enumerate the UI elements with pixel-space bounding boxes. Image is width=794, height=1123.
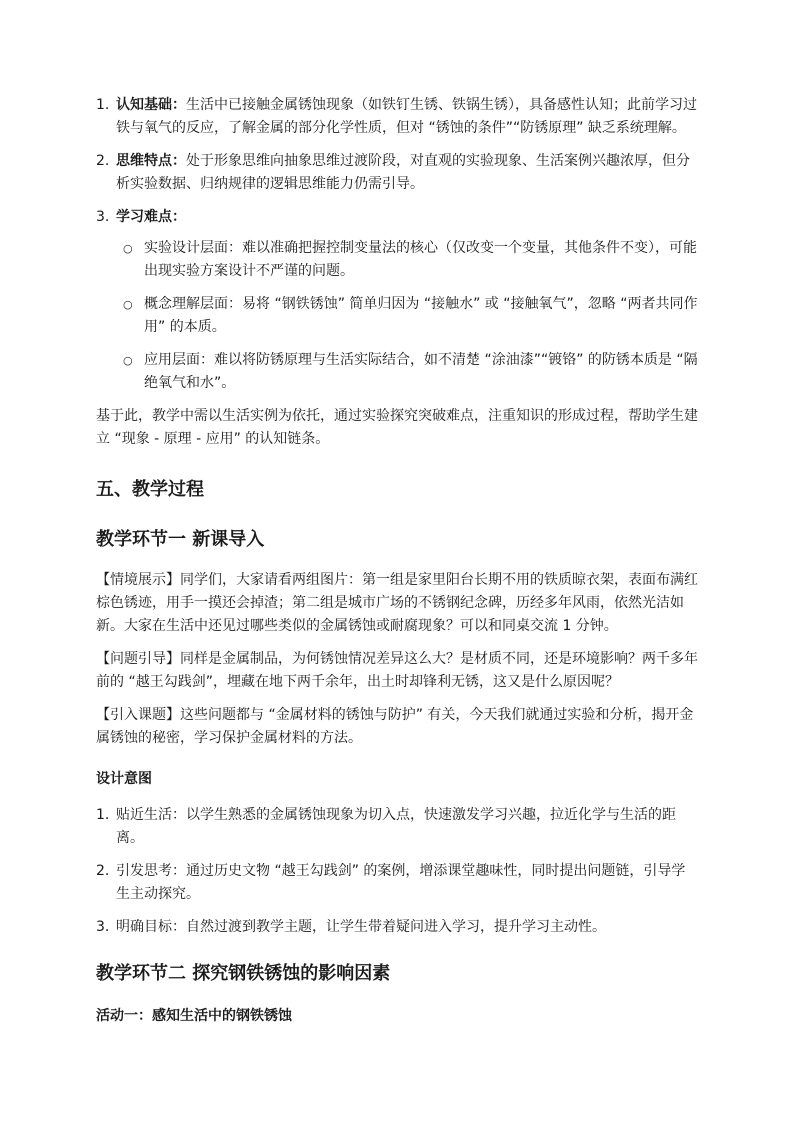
analysis-item-1 <box>96 94 698 140</box>
design-item-3 <box>96 916 698 939</box>
activity1-heading: 活动一：感知生活中的钢铁锈蚀 <box>96 1008 292 1024</box>
item-text: 生活中已接触金属锈蚀现象（如铁钉生锈、铁锅生锈），具备感性认知；此前学习过铁与氧气的反应，了解金属的部分化学性质，但对 “锈蚀的条件”“防锈原理” 缺乏系统理解。 <box>116 97 697 136</box>
item-label: 学习难点： <box>116 209 186 225</box>
difficulty-sub-item-1 <box>96 237 698 283</box>
sub-item-text: 实验设计层面：难以准确把握控制变量法的核心（仅改变一个变量，其他条件不变），可能出现实验方案设计不严谨的问题。 <box>144 240 697 279</box>
item-label: 认知基础： <box>116 97 186 113</box>
analysis-summary: 基于此，教学中需以生活实例为依托，通过实验探究突破难点，注重知识的形成过程，帮助学生建立 “现象 - 原理 - 应用” 的认知链条。 <box>96 408 698 447</box>
item-text: 贴近生活：以学生熟悉的金属锈蚀现象为切入点，快速激发学习兴趣，拉近化学与生活的距离。 <box>116 807 676 846</box>
step1-paragraph-topic: 【引入课题】这些问题都与 “金属材料的锈蚀与防护” 有关，今天我们就通过实验和分析，揭开金属锈蚀的秘密，学习保护金属材料的方法。 <box>96 707 694 746</box>
item-text: 引发思考：通过历史文物 “越王勾践剑” 的案例，增添课堂趣味性，同时提出问题链，引导学生主动探究。 <box>116 863 686 902</box>
item-number: 3. <box>96 919 110 935</box>
section-heading: 五、教学过程 <box>96 479 204 500</box>
bullet-marker: ○ <box>123 354 133 367</box>
design-item-1 <box>96 804 698 850</box>
bullet-marker: ○ <box>123 242 133 255</box>
difficulty-sub-item-3 <box>96 349 698 395</box>
item-number: 2. <box>96 863 110 879</box>
design-item-2 <box>96 860 698 906</box>
difficulty-sub-item-2 <box>96 293 698 339</box>
step1-paragraph-scene: 【情境展示】同学们，大家请看两组图片：第一组是家里阳台长期不用的铁质晾衣架，表面布满红棕色锈迹，用手一摸还会掉渣；第二组是城市广场的不锈钢纪念碑，历经多年风雨，依然光洁如新。大家在生活中还见过哪些类似的金属锈蚀或耐腐现象？可以和同桌交流 1 分钟。 <box>96 572 698 634</box>
sub-item-text: 应用层面：难以将防锈原理与生活实际结合，如不清楚 “涂油漆”“镀铬” 的防锈本质是 “隔绝氧气和水”。 <box>144 352 698 391</box>
item-label: 思维特点： <box>116 153 186 169</box>
item-text: 明确目标：自然过渡到教学主题，让学生带着疑问进入学习，提升学习主动性。 <box>116 919 606 935</box>
sub-item-text: 概念理解层面：易将 “钢铁锈蚀” 简单归因为 “接触水” 或 “接触氧气”，忽略 “两者共同作用” 的本质。 <box>144 296 698 335</box>
item-number: 3. <box>96 209 110 225</box>
bullet-marker: ○ <box>123 298 133 311</box>
item-number: 1. <box>96 97 110 113</box>
step2-heading: 教学环节二 探究钢铁锈蚀的影响因素 <box>96 963 391 984</box>
analysis-item-2 <box>96 150 698 196</box>
item-number: 1. <box>96 807 110 823</box>
item-text: 处于形象思维向抽象思维过渡阶段，对直观的实验现象、生活案例兴趣浓厚，但分析实验数据、归纳规律的逻辑思维能力仍需引导。 <box>116 153 690 192</box>
analysis-item-3 <box>96 206 698 229</box>
design-intent-heading: 设计意图 <box>96 771 152 787</box>
item-number: 2. <box>96 153 110 169</box>
step1-heading: 教学环节一 新课导入 <box>96 529 265 550</box>
step1-paragraph-question: 【问题引导】同样是金属制品，为何锈蚀情况差异这么大？是材质不同，还是环境影响？两千多年前的 “越王勾践剑”，埋藏在地下两千余年，出土时却锋利无锈，这又是什么原因呢？ <box>96 651 698 690</box>
